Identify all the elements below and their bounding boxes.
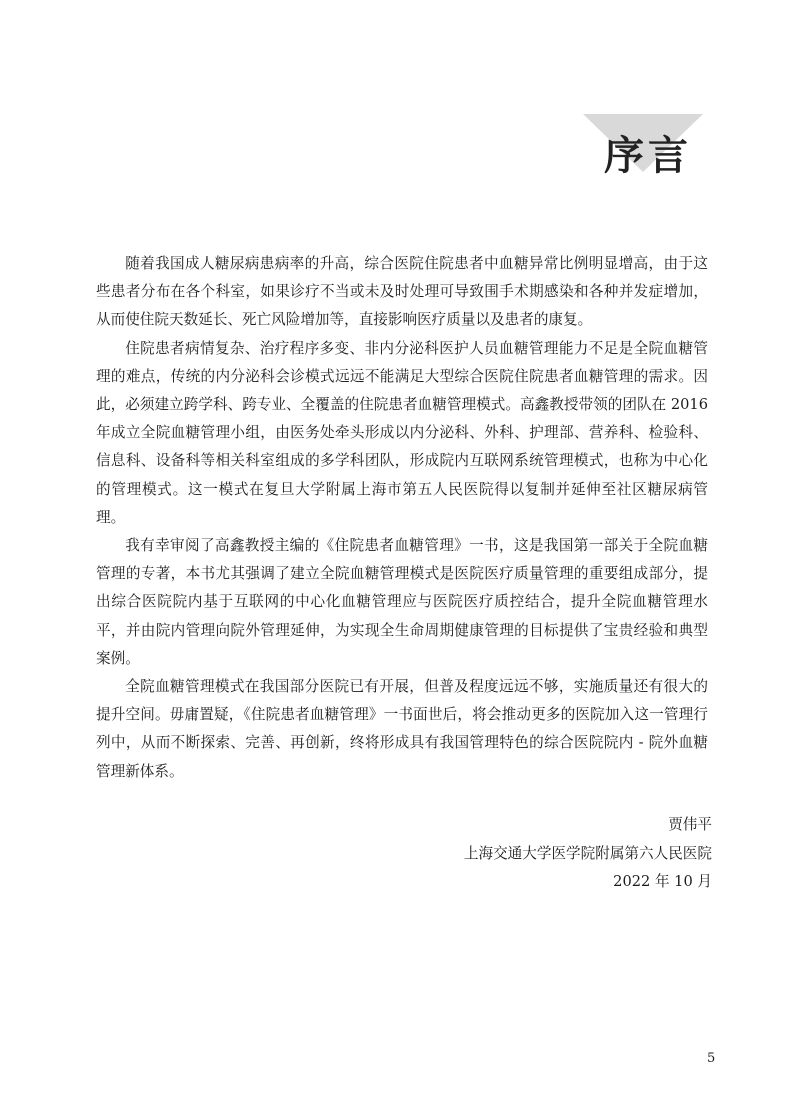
paragraph: 全院血糖管理模式在我国部分医院已有开展，但普及程度远远不够，实施质量还有很大的提升空间。毋庸置疑，《住院患者血糖管理》一书面世后，将会推动更多的医院加入这一管理行列中，从而不断探索、完善、再创新，终将形成具有我国管理特色的综合医院院内 - 院外血糖管理新体系。	[96, 678, 708, 780]
signature-date: 2022 年 10 月	[613, 873, 712, 890]
paragraph: 住院患者病情复杂、治疗程序多变、非内分泌科医护人员血糖管理能力不足是全院血糖管理的难点，传统的内分泌科会诊模式远远不能满足大型综合医院住院患者血糖管理的需求。因此，必须建立跨学科、跨专业、全覆盖的住院患者血糖管理模式。高鑫教授带领的团队在 2016 年成立全院血糖管理小组，由医务处牵头形成以内分泌科、外科、护理部、营养科、检验科、信息科、设备科等相关科室组成的多学科团队，形成院内互联网系统管理模式，也称为中心化的管理模式。这一模式在复旦大学附属上海市第五人民医院得以复制并延伸至社区糖尿病管理。	[96, 339, 708, 526]
author-affiliation: 上海交通大学医学院附属第六人民医院	[463, 844, 712, 862]
paragraph: 我有幸审阅了高鑫教授主编的《住院患者血糖管理》一书，这是我国第一部关于全院血糖管理的专著，本书尤其强调了建立全院血糖管理模式是医院医疗质量管理的重要组成部分，提出综合医院院内基于互联网的中心化血糖管理应与医院医疗质控结合，提升全院血糖管理水平，并由院内管理向院外管理延伸，为实现全生命周期健康管理的目标提供了宝贵经验和典型案例。	[96, 537, 708, 667]
page-title: 序言	[604, 133, 692, 179]
preface-body	[96, 250, 708, 786]
paragraph: 随着我国成人糖尿病患病率的升高，综合医院住院患者中血糖异常比例明显增高，由于这些患者分布在各个科室，如果诊疗不当或未及时处理可导致围手术期感染和各种并发症增加，从而使住院天数延长、死亡风险增加等，直接影响医疗质量以及患者的康复。	[96, 255, 708, 329]
signature-block	[464, 811, 712, 897]
author-name: 贾伟平	[668, 816, 712, 833]
page-number: 5	[707, 1051, 716, 1066]
